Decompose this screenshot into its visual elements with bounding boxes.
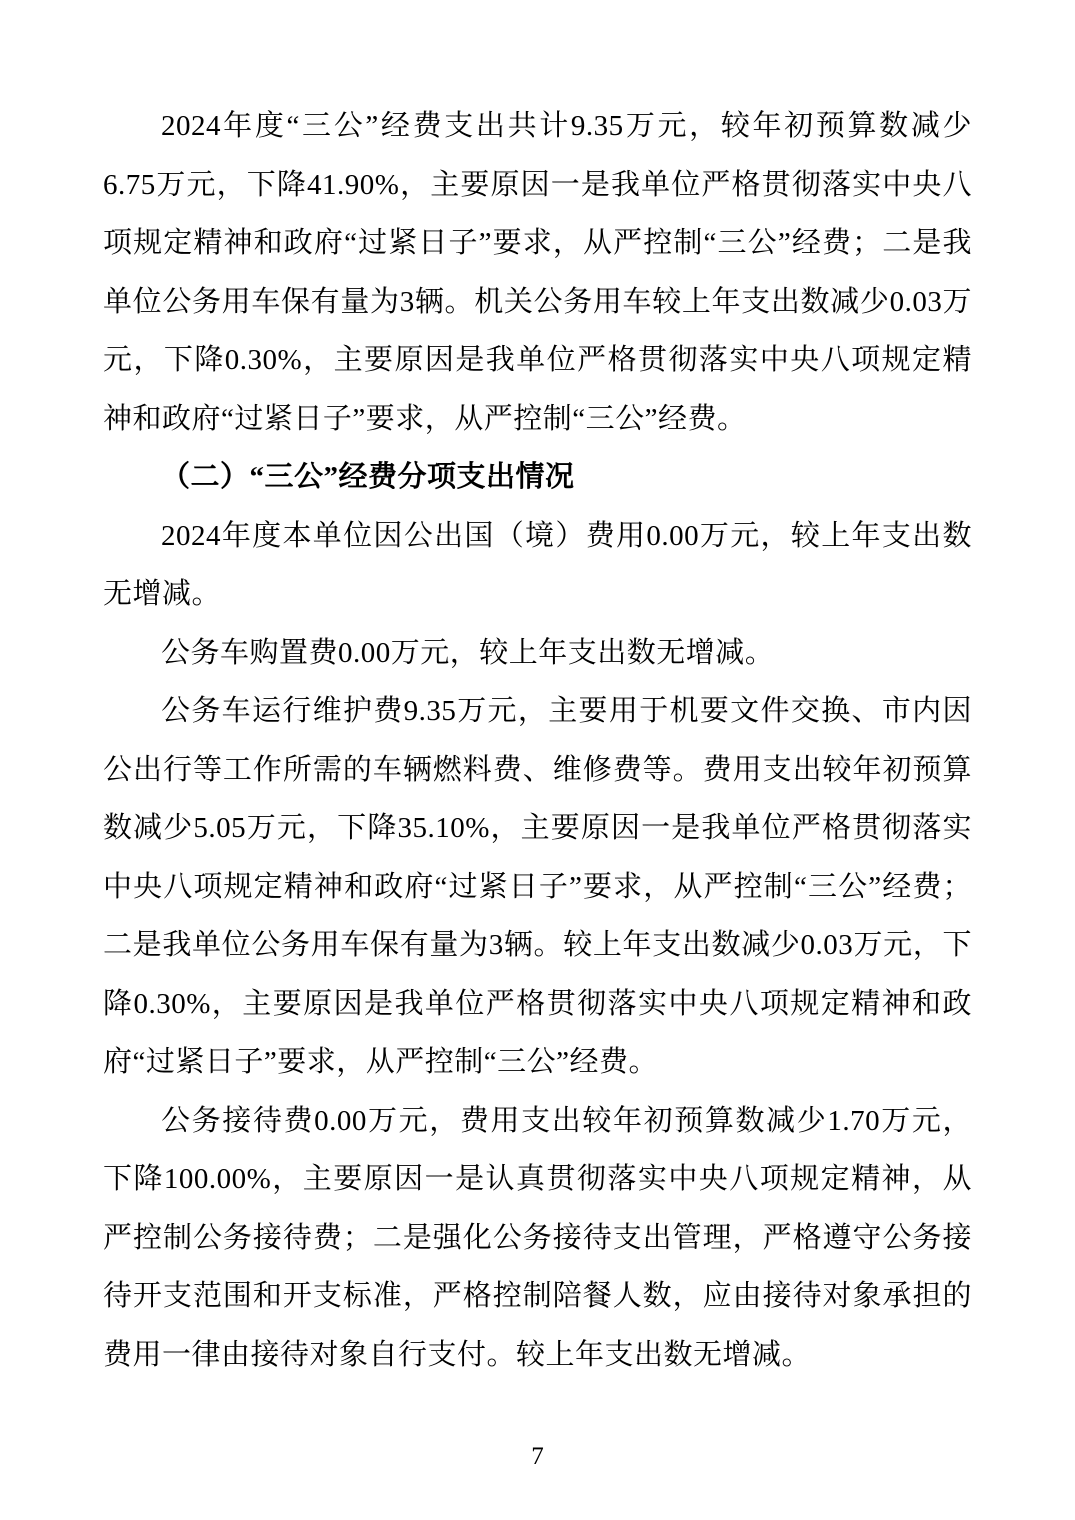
paragraph-vehicle-maintenance-expense: 公务车运行维护费9.35万元，主要用于机要文件交换、市内因公出行等工作所需的车辆燃料费、维修费等。费用支出较年初预算数减少5.05万元，下降35.10%，主要原因一是我单位严格贯彻落实中央八项规定精神和政府“过紧日子”要求，从严控制“三公”经费；二是我单位公务用车保有量为3辆。较上年支出数减少0.03万元，下降0.30%，主要原因是我单位严格贯彻落实中央八项规定精神和政府“过紧日子”要求，从严控制“三公”经费。 — [103, 695, 972, 1078]
document-body — [103, 97, 972, 1384]
paragraph-three-public-summary: 2024年度“三公”经费支出共计9.35万元，较年初预算数减少6.75万元，下降41.90%，主要原因一是我单位严格贯彻落实中央八项规定精神和政府“过紧日子”要求，从严控制“三公”经费；二是我单位公务用车保有量为3辆。机关公务用车较上年支出数减少0.03万元，下降0.30%，主要原因是我单位严格贯彻落实中央八项规定精神和政府“过紧日子”要求，从严控制“三公”经费。 — [103, 110, 972, 435]
paragraph-overseas-travel-expense: 2024年度本单位因公出国（境）费用0.00万元，较上年支出数无增减。 — [103, 519, 972, 610]
section-heading-itemized-expenses: （二）“三公”经费分项支出情况 — [161, 461, 575, 493]
page-number: 7 — [531, 1443, 544, 1470]
paragraph-official-reception-expense: 公务接待费0.00万元，费用支出较年初预算数减少1.70万元，下降100.00%，主要原因一是认真贯彻落实中央八项规定精神，从严控制公务接待费；二是强化公务接待支出管理，严格遵守公务接待开支范围和开支标准，严格控制陪餐人数，应由接待对象承担的费用一律由接待对象自行支付。较上年支出数无增减。 — [103, 1104, 972, 1371]
paragraph-vehicle-purchase-expense: 公务车购置费0.00万元，较上年支出数无增减。 — [161, 636, 775, 669]
